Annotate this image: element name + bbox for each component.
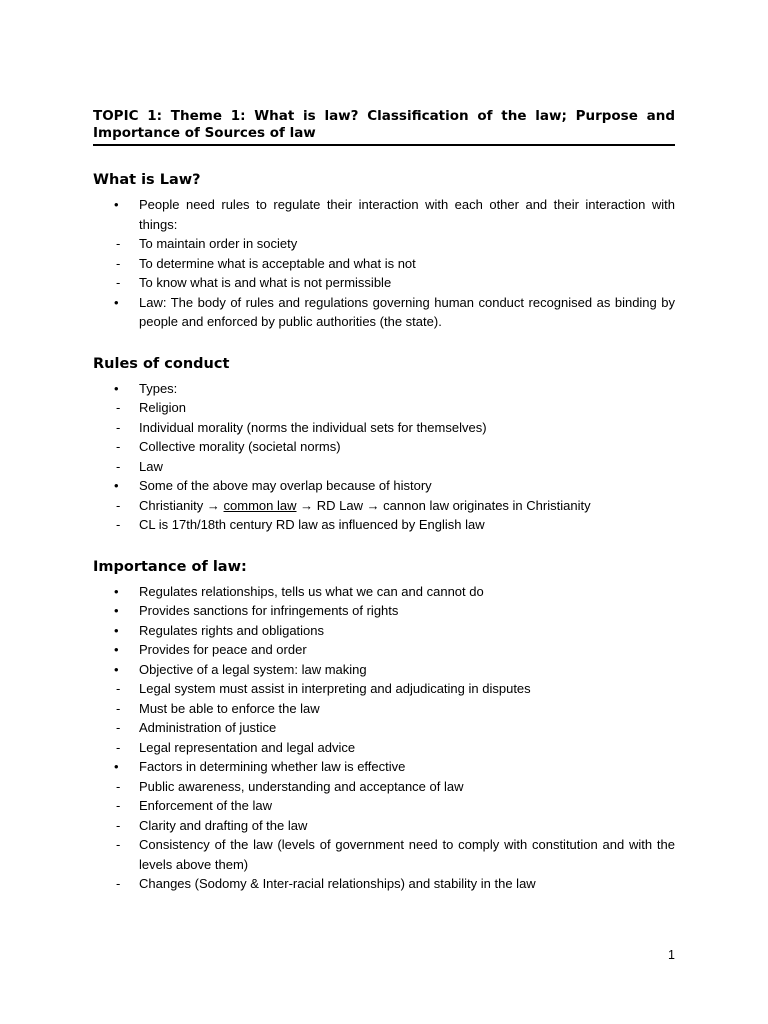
list-item — [93, 293, 675, 332]
sub-list-item-text: Changes (Sodomy & Inter-racial relationships) and stability in the law — [139, 876, 536, 891]
sub-list — [93, 679, 675, 757]
bullet-icon: • — [114, 603, 119, 618]
sub-list-item-text: CL is 17th/18th century RD law as influenced by English law — [139, 517, 485, 532]
list-item-text: Objective of a legal system: law making — [139, 661, 367, 677]
dash-icon: - — [116, 778, 121, 794]
sub-list-item — [93, 816, 675, 836]
dash-icon: - — [116, 236, 121, 251]
sub-list-item-text: Must be able to enforce the law — [139, 700, 320, 716]
sub-list-item — [93, 738, 675, 758]
list-item-text: Regulates rights and obligations — [139, 622, 325, 638]
sub-list — [93, 398, 675, 476]
page-number: 1 — [668, 948, 675, 962]
dash-icon: - — [116, 458, 121, 474]
sub-list-item-text: Legal system must assist in interpreting and adjudicating in disputes — [139, 681, 531, 696]
sub-list-item-text: To maintain order in society — [139, 236, 298, 251]
list-item — [93, 757, 675, 777]
list-item — [93, 660, 675, 680]
bullet-icon: • — [114, 583, 119, 599]
bullet-icon: • — [114, 197, 119, 212]
dash-icon: - — [116, 517, 121, 532]
sub-list — [93, 234, 675, 293]
sub-list-item — [93, 254, 675, 274]
list-item-text: Provides for peace and order — [139, 642, 307, 657]
list-item — [93, 476, 675, 496]
underlined-term: common law — [223, 497, 297, 513]
bullet-list — [93, 757, 675, 777]
sub-list-item — [93, 718, 675, 738]
dash-icon: - — [116, 739, 121, 755]
dash-icon: - — [116, 439, 121, 454]
sub-list-item-text: To determine what is acceptable and what is not — [139, 255, 416, 271]
sub-list-item — [93, 796, 675, 816]
sub-list-item — [93, 699, 675, 719]
list-item-text: Types: — [139, 380, 178, 396]
sub-list-item — [93, 835, 675, 874]
sub-list-item-text: Religion — [139, 400, 186, 415]
list-item — [93, 601, 675, 621]
bullet-icon: • — [114, 294, 119, 310]
sub-list-item — [93, 437, 675, 457]
dash-icon: - — [116, 798, 121, 813]
sub-list-item-text: Consistency of the law (levels of government need to comply with constitution and with the levels above them) — [139, 837, 675, 872]
document-title: TOPIC 1: Theme 1: What is law? Classification of the law; Purpose and Importance of Sources of law — [93, 108, 675, 146]
sub-list — [93, 777, 675, 894]
dash-icon: - — [116, 876, 121, 891]
section-heading-importance-of-law: Importance of law: — [93, 558, 247, 575]
sub-list-item-text: Public awareness, understanding and acceptance of law — [139, 778, 464, 794]
sub-list-item-text: Administration of justice — [139, 720, 277, 735]
sub-list-item-text-b: → RD Law → cannon law originates in Christianity — [296, 497, 591, 513]
list-item-text: People need rules to regulate their interaction with each other and their interaction with things: — [139, 197, 675, 232]
bullet-icon: • — [114, 478, 119, 493]
sub-list-item — [93, 679, 675, 699]
list-item-text: Factors in determining whether law is effective — [139, 759, 406, 774]
sub-list-item-text-a: Christianity → — [139, 497, 224, 513]
dash-icon: - — [116, 700, 121, 716]
bullet-list — [93, 195, 675, 234]
list-item — [93, 379, 675, 399]
list-item-text: Some of the above may overlap because of history — [139, 478, 432, 493]
bullet-list — [93, 293, 675, 332]
dash-icon: - — [116, 720, 121, 735]
bullet-icon: • — [114, 380, 119, 396]
dash-icon: - — [116, 497, 121, 513]
list-item-text: Provides sanctions for infringements of rights — [139, 603, 399, 618]
bullet-icon: • — [114, 622, 119, 638]
sub-list-item-text: Legal representation and legal advice — [139, 739, 356, 755]
dash-icon: - — [116, 419, 121, 435]
sub-list-item-text: To know what is and what is not permissible — [139, 275, 392, 290]
sub-list-item — [93, 515, 675, 535]
list-item — [93, 621, 675, 641]
list-item — [93, 640, 675, 660]
section-heading-what-is-law: What is Law? — [93, 172, 201, 188]
dash-icon: - — [116, 681, 121, 696]
list-item-text: Law: The body of rules and regulations governing human conduct recognised as binding by people and enforced by public authorities (the state). — [139, 294, 675, 329]
sub-list-item-text: Clarity and drafting of the law — [139, 817, 308, 833]
dash-icon: - — [116, 400, 121, 415]
list-item — [93, 195, 675, 234]
bullet-icon: • — [114, 661, 119, 677]
sub-list-item-text: Law — [139, 458, 163, 474]
dash-icon: - — [116, 837, 121, 852]
sub-list-item — [93, 418, 675, 438]
sub-list-item — [93, 457, 675, 477]
bullet-icon: • — [114, 759, 119, 774]
list-item-text: Regulates relationships, tells us what we can and cannot do — [139, 583, 484, 599]
dash-icon: - — [116, 275, 121, 290]
dash-icon: - — [116, 255, 121, 271]
section-heading-rules-of-conduct: Rules of conduct — [93, 355, 230, 372]
sub-list-item-text: Enforcement of the law — [139, 798, 272, 813]
sub-list-item-text: Collective morality (societal norms) — [139, 439, 341, 454]
sub-list — [93, 496, 675, 535]
bullet-list — [93, 379, 675, 399]
bullet-icon: • — [114, 642, 119, 657]
document-body — [93, 108, 675, 894]
list-item — [93, 582, 675, 602]
sub-list-item-text: Individual morality (norms the individual sets for themselves) — [139, 419, 487, 435]
sub-list-item — [93, 777, 675, 797]
sub-list-item — [93, 398, 675, 418]
sub-list-item — [93, 496, 675, 516]
bullet-list — [93, 582, 675, 680]
sub-list-item — [93, 234, 675, 254]
bullet-list — [93, 476, 675, 496]
sub-list-item — [93, 273, 675, 293]
sub-list-item — [93, 874, 675, 894]
dash-icon: - — [116, 817, 121, 833]
